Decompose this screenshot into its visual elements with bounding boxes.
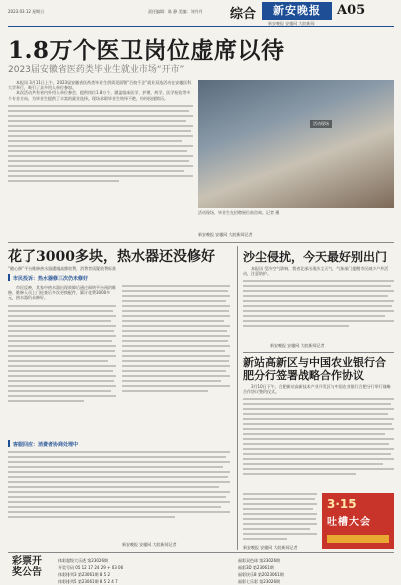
- main-story-body: [8, 80, 193, 240]
- lottery-row: 开奖号码 05 12 17 24 29 + 03 06: [58, 565, 124, 570]
- masthead-rule: [8, 26, 394, 27]
- lottery-title: 彩票开奖公告: [12, 556, 42, 578]
- lottery-row: 福彩七乐彩 第23026期: [238, 579, 280, 584]
- story-left-headline: 花了3000多块，热水器还没修好: [8, 249, 215, 265]
- section-marker: [8, 440, 10, 447]
- lottery-row: 福彩双色球 第23026期: [238, 558, 280, 563]
- lottery-row: 体彩超级大乐透 第23026期: [58, 558, 108, 563]
- section-divider: [243, 352, 394, 353]
- page-number: A05: [337, 3, 366, 18]
- lottery-row: 体彩排列3 第23061期 8 5 2: [58, 572, 110, 577]
- photo-caption: [198, 210, 394, 215]
- masthead: [0, 0, 401, 26]
- section-divider: [8, 242, 394, 243]
- section-name: 综合: [230, 7, 257, 22]
- story-left-subtitle: “随心修”平台维修热水器遭遇高额收费，消费者质疑收费标准: [8, 266, 117, 271]
- story-right2-credit: 新安晚报 安徽网 大皖新闻记者: [243, 545, 298, 550]
- section-marker: [8, 274, 10, 281]
- photo-label: 活动现场: [310, 120, 332, 128]
- main-subhead: 2023届安徽省医药类毕业生就业市场“开市”: [8, 65, 185, 75]
- issue-date: 2023.03.12 星期日: [8, 9, 45, 14]
- story-right2-col2: [243, 493, 317, 543]
- lottery-row: 福彩快乐8 第2023061期: [238, 572, 284, 577]
- story-left-credit: 新安晚报 安徽网 大皖新闻记者: [122, 542, 177, 547]
- body-text-placeholder: [243, 280, 394, 327]
- story-left-section-head-2: 客服回应：消费者协商处理中: [13, 442, 79, 448]
- story-right2-headline: 新站高新区与中国农业银行合肥分行签署战略合作协议: [243, 356, 386, 382]
- main-headline: 1.8万个医卫岗位虚席以待: [8, 37, 285, 64]
- story-right1-headline: 沙尘侵扰，今天最好别出门: [243, 250, 388, 264]
- column-divider: [237, 246, 238, 550]
- main-story-credit: 新安晚报 安徽网 大皖新闻记者: [198, 232, 253, 237]
- lottery-left-list: [58, 557, 123, 585]
- story-left-col3: [8, 451, 230, 541]
- body-text-placeholder: [243, 493, 317, 540]
- newspaper-logo: 新安晚报: [262, 2, 332, 20]
- lottery-announcement: [8, 552, 394, 583]
- story-right1-body: [243, 266, 394, 342]
- body-text-placeholder: [122, 285, 230, 392]
- lottery-right-list: [238, 557, 284, 585]
- body-text-placeholder: [243, 398, 394, 475]
- masthead-subline: 新安晚报 安徽网 大皖新闻: [268, 21, 315, 26]
- ad-title: 吐槽大会: [327, 517, 371, 528]
- body-text-placeholder: [8, 451, 230, 518]
- story-left-section-head: 市民投诉：热水器修三次仍未修好: [13, 276, 89, 282]
- body-text-placeholder: [8, 105, 193, 182]
- lottery-row: 福彩3D 第23061期: [238, 565, 274, 570]
- story-right1-credit: 新安晚报 安徽网 大皖新闻记者: [270, 343, 325, 348]
- advertisement[interactable]: [322, 493, 394, 549]
- story-right1-text: 本报讯 受冷空气影响，我省北部出现沙尘天气，气象部门提醒市民减少户外活动，注意防护。: [243, 266, 389, 277]
- news-photo: [198, 80, 394, 208]
- ad-footer-band: [327, 535, 389, 543]
- photo-caption-text: 活动现场，毕业生在招聘展位前咨询。记者 摄: [198, 210, 280, 215]
- story-left-col1: [8, 285, 116, 435]
- body-text-placeholder: [8, 305, 116, 402]
- main-story-lead: 本报讯 3月11日上午，2023届安徽省医药类毕业生供需见面暨“百校千企”就业双选活动在安徽医科大学举行，吸引了众多用人单位参加。: [8, 80, 192, 91]
- lottery-row: 体彩排列5 第23061期 8 5 2 4 7: [58, 579, 118, 584]
- main-story-text: 本次活动共有省内外用人单位参会，提供岗位1.8万个，涵盖临床医学、护理、药学、医学检验等多个专业方向，为毕业生提供了丰富的就业选择。现场求职毕业生络绎不绝，纷纷投递简历。: [8, 90, 191, 101]
- story-right2-body: [243, 384, 394, 488]
- story-left-col2: [122, 285, 230, 395]
- ad-number: 3·15: [327, 497, 357, 511]
- editor-credit: 责任编辑：陈 静 美编：刘丹丹: [148, 9, 203, 14]
- story-right2-text: 3月10日下午，合肥新站高新技术产业开发区与中国农业银行合肥分行举行战略合作协议签约仪式。: [243, 384, 391, 395]
- story-left-text: 市民反映，其家中热水器出现故障后通过网络平台预约维修，维修人员上门检查后多次更换配件，累计花费3000多元，热水器仍未修好。: [8, 285, 116, 301]
